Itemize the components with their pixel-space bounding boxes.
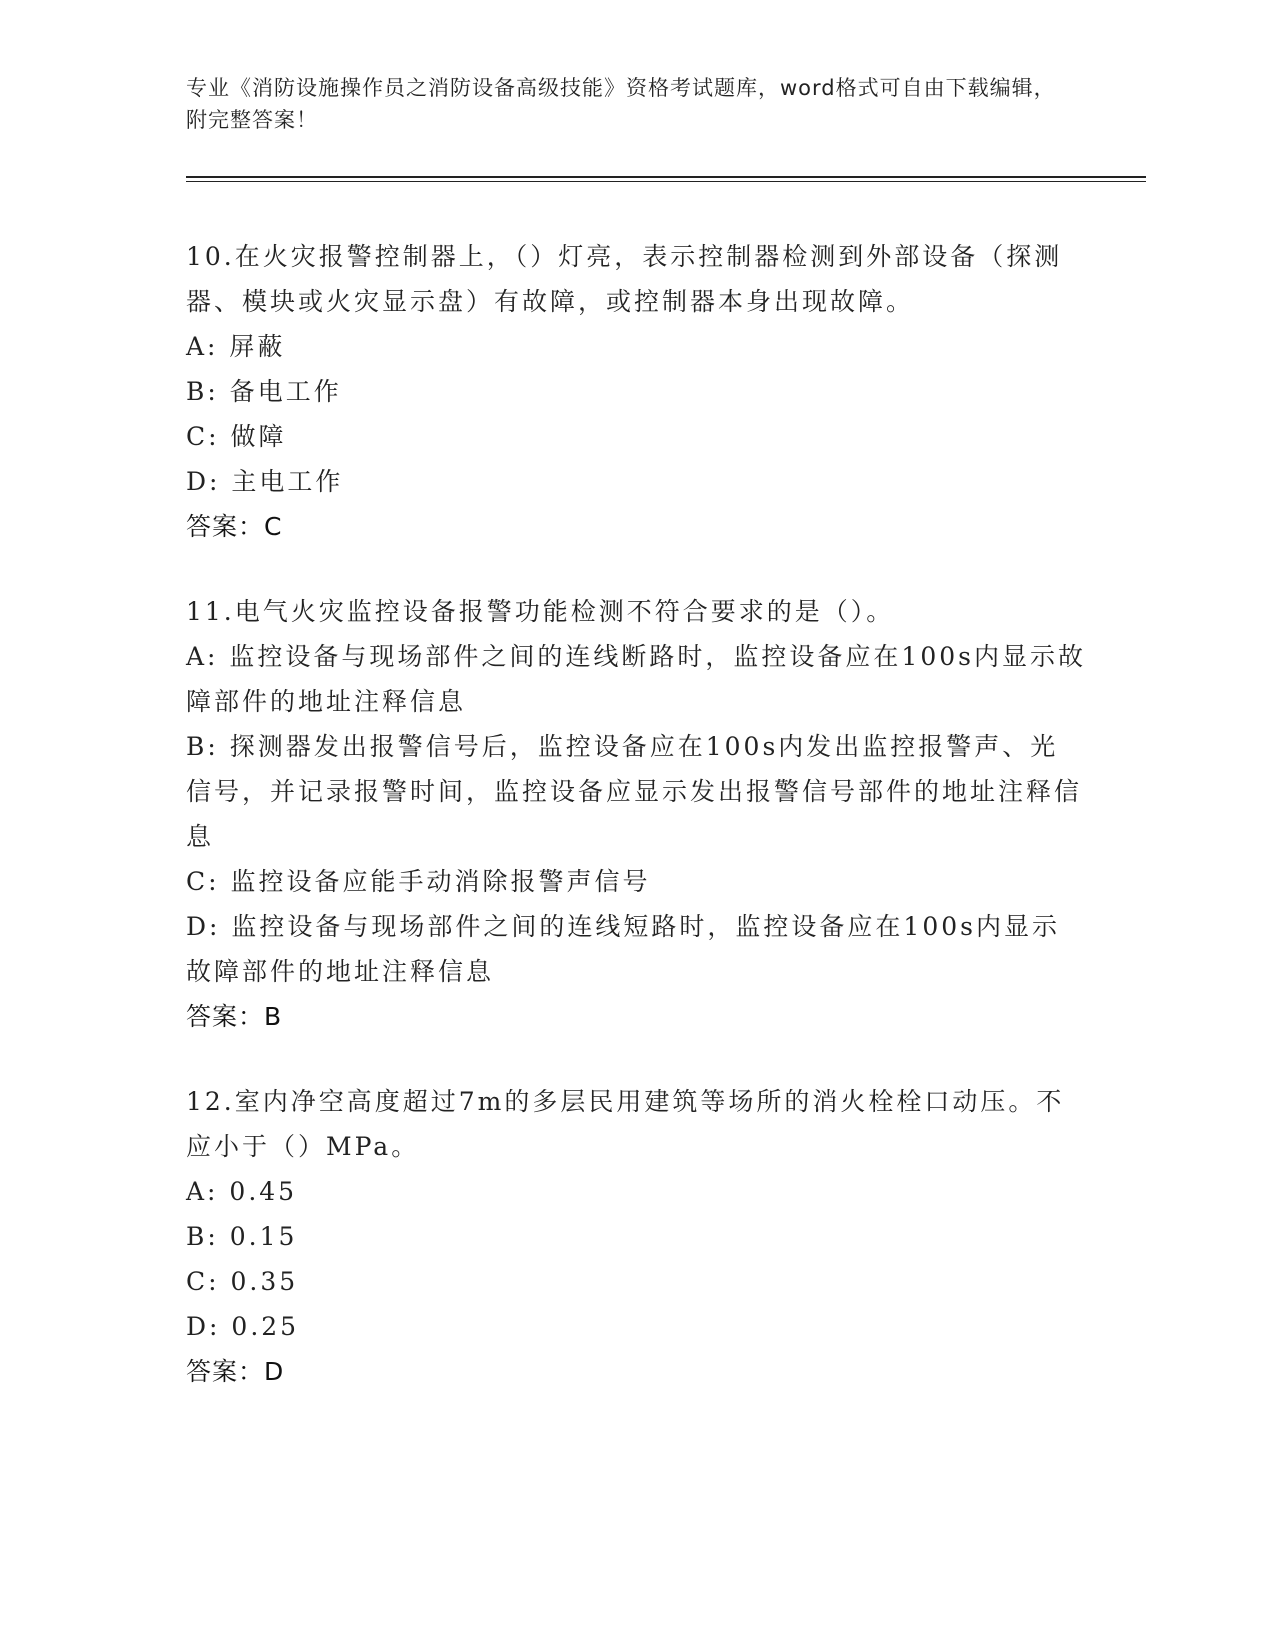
option-c: C: 监控设备应能手动消除报警声信号 xyxy=(186,867,651,896)
option-a: A: 0.45 xyxy=(186,1177,298,1206)
header-rule-thick xyxy=(186,176,1146,178)
option-b: B: 探测器发出报警信号后，监控设备应在100s内发出监控报警声、光信号，并记录报警时间，监控设备应显示发出报警信号部件的地址注释信息 xyxy=(186,732,1083,851)
option-a: A: 屏蔽 xyxy=(186,332,286,361)
question-10 xyxy=(186,234,1086,549)
question-stem: 12.室内净空高度超过7m的多层民用建筑等场所的消火栓栓口动压。不应小于（）MPa。 xyxy=(186,1087,1065,1161)
option-d: D: 主电工作 xyxy=(186,467,344,496)
option-a: A: 监控设备与现场部件之间的连线断路时，监控设备应在100s内显示故障部件的地址注释信息 xyxy=(186,642,1086,716)
question-12 xyxy=(186,1079,1086,1394)
question-11 xyxy=(186,589,1086,1039)
option-b: B: 0.15 xyxy=(186,1222,298,1251)
answer-label: 答案：C xyxy=(186,512,283,541)
option-c: C: 做障 xyxy=(186,422,287,451)
answer-label: 答案：B xyxy=(186,1002,283,1031)
question-stem: 11.电气火灾监控设备报警功能检测不符合要求的是（）。 xyxy=(186,597,895,626)
question-stem: 10.在火灾报警控制器上，（）灯亮，表示控制器检测到外部设备（探测器、模块或火灾显示盘）有故障，或控制器本身出现故障。 xyxy=(186,242,1063,316)
option-d: D: 0.25 xyxy=(186,1312,300,1341)
document-header: 专业《消防设施操作员之消防设备高级技能》资格考试题库，word格式可自由下载编辑，附完整答案！ xyxy=(186,76,1056,132)
answer-label: 答案：D xyxy=(186,1357,285,1386)
option-d: D: 监控设备与现场部件之间的连线短路时，监控设备应在100s内显示故障部件的地址注释信息 xyxy=(186,912,1060,986)
option-c: C: 0.35 xyxy=(186,1267,299,1296)
header-rule-thin xyxy=(186,181,1146,182)
option-b: B: 备电工作 xyxy=(186,377,342,406)
question-list xyxy=(186,234,1086,1434)
